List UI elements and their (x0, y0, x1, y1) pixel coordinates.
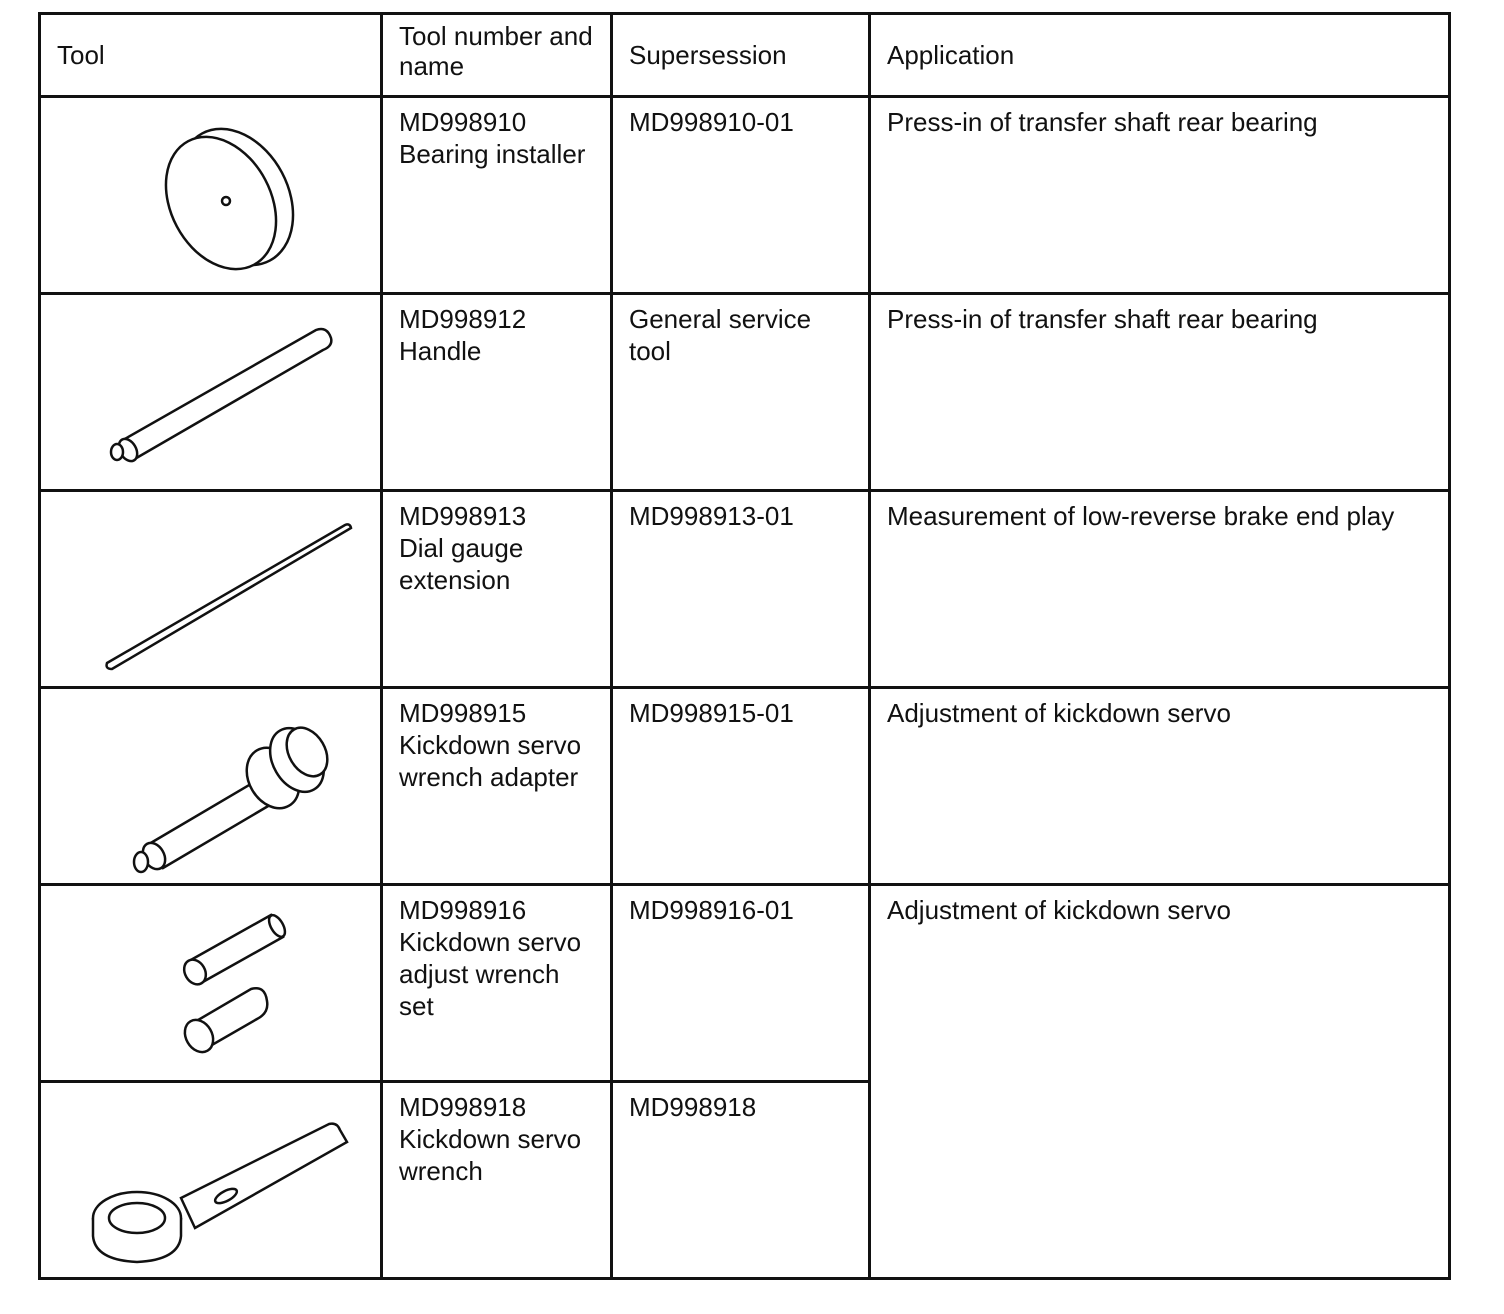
supersession-cell: MD998915-01 (612, 688, 870, 885)
tool-number: MD998915 (399, 698, 527, 728)
tool-name-line: Dial gauge (399, 533, 524, 563)
tool-name-line: extension (399, 565, 511, 595)
table-row (40, 885, 1450, 1082)
table-row (40, 294, 1450, 491)
gauge-extension-rod-icon (61, 499, 361, 679)
application-cell: Press-in of transfer shaft rear bearing (870, 294, 1450, 491)
tool-number: MD998912 (399, 304, 527, 334)
header-tool-number-name: Tool number and name (382, 14, 612, 97)
special-tools-sheet (38, 12, 1451, 1280)
tool-number-name-cell (382, 491, 612, 688)
tool-illustration-cell (40, 885, 382, 1082)
supersession-cell: MD998918 (612, 1082, 870, 1279)
header-tool: Tool (40, 14, 382, 97)
tool-name-line: wrench adapter (399, 762, 579, 792)
tool-number: MD998918 (399, 1092, 527, 1122)
header-supersession: Supersession (612, 14, 870, 97)
handle-rod-icon (61, 302, 361, 482)
tool-illustration-cell (40, 294, 382, 491)
table-row (40, 97, 1450, 294)
supersession-cell: MD998913-01 (612, 491, 870, 688)
servo-adjust-wrench-set-icon (61, 893, 361, 1073)
application-cell: Measurement of low-reverse brake end play (870, 491, 1450, 688)
tool-number: MD998913 (399, 501, 527, 531)
tool-name: Handle (399, 336, 482, 366)
tool-name-line: Kickdown servo (399, 1124, 582, 1154)
tool-name: Bearing installer (399, 139, 586, 169)
supersession-cell: MD998910-01 (612, 97, 870, 294)
tool-name-line: Kickdown servo (399, 730, 582, 760)
bearing-installer-disc-icon (61, 105, 361, 285)
tool-number-name-cell (382, 1082, 612, 1279)
tool-illustration-cell (40, 491, 382, 688)
tool-number-name-cell (382, 688, 612, 885)
tool-name-line: Kickdown servo (399, 927, 582, 957)
table-row (40, 491, 1450, 688)
header-application: Application (870, 14, 1450, 97)
tool-number: MD998910 (399, 107, 527, 137)
supersession-cell: General service tool (612, 294, 870, 491)
header-row (40, 14, 1450, 97)
special-tools-table (38, 12, 1451, 1280)
application-cell: Adjustment of kickdown servo (870, 688, 1450, 885)
supersession-cell: MD998916-01 (612, 885, 870, 1082)
tool-illustration-cell (40, 688, 382, 885)
tool-number-name-cell (382, 885, 612, 1082)
application-cell: Adjustment of kickdown servo (870, 885, 1450, 1279)
tool-name-line: set (399, 991, 434, 1021)
tool-name-line: adjust wrench (399, 959, 560, 989)
application-cell: Press-in of transfer shaft rear bearing (870, 97, 1450, 294)
tool-number-name-cell (382, 97, 612, 294)
tool-illustration-cell (40, 1082, 382, 1279)
tool-number: MD998916 (399, 895, 527, 925)
tool-number-name-cell (382, 294, 612, 491)
servo-wrench-icon (61, 1090, 361, 1270)
table-row (40, 688, 1450, 885)
tool-illustration-cell (40, 97, 382, 294)
servo-wrench-adapter-icon (61, 696, 361, 876)
tool-name-line: wrench (399, 1156, 483, 1186)
